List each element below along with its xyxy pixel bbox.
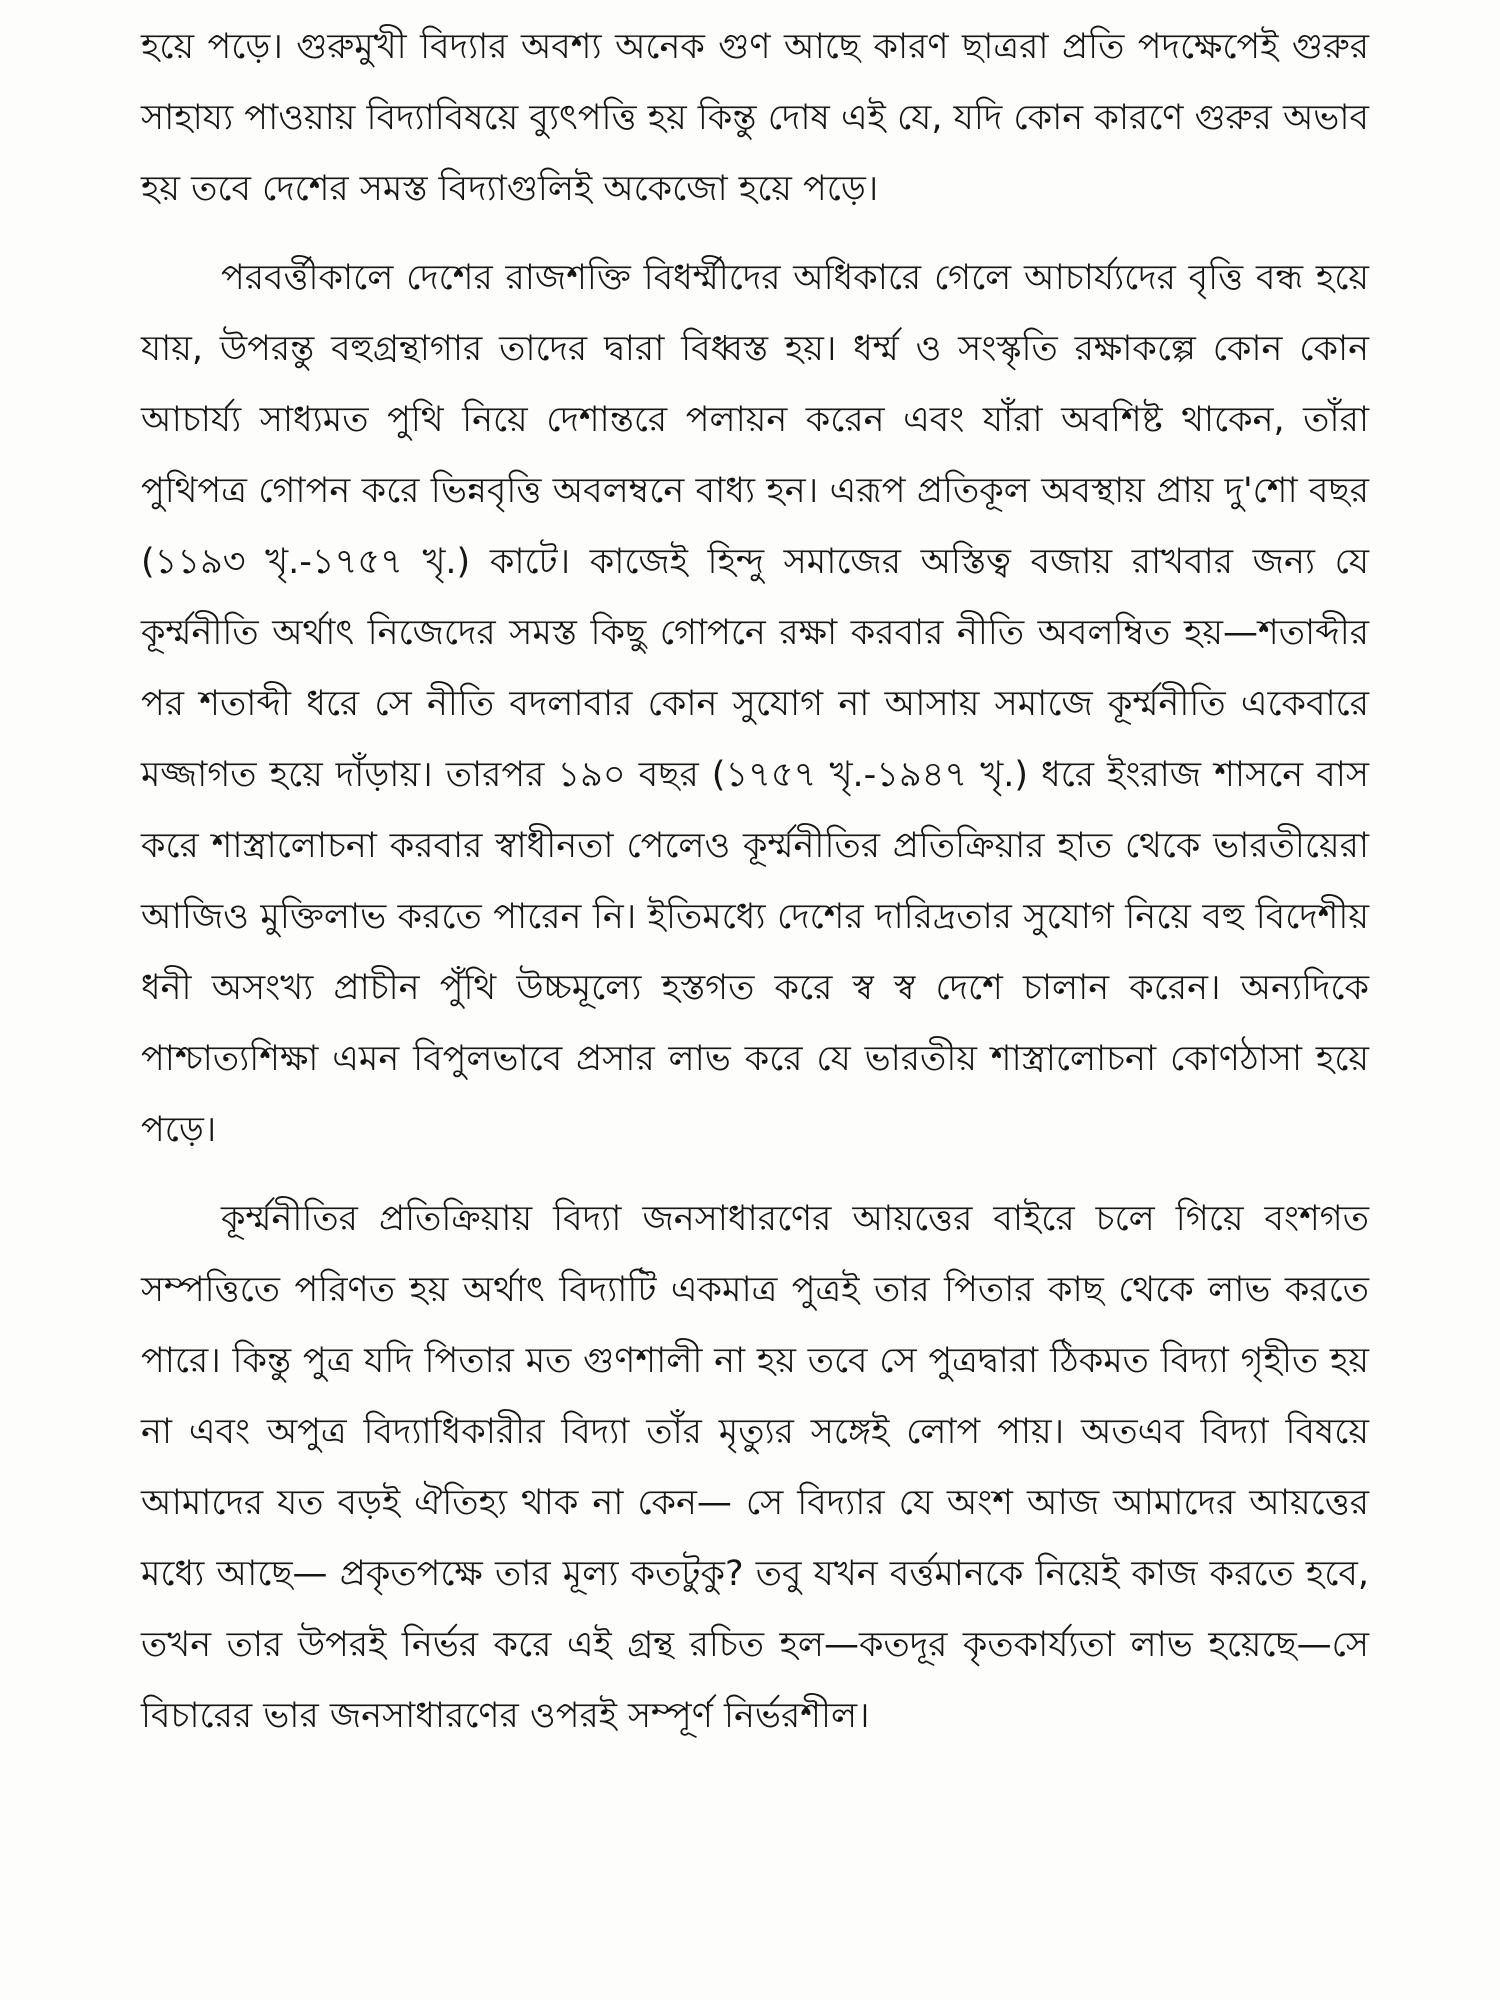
paragraph-1: হয়ে পড়ে। গুরুমুখী বিদ্যার অবশ্য অনেক গুণ আছে কারণ ছাত্ররা প্রতি পদক্ষেপেই গুরুর সাহায্য পাওয়ায় বিদ্যাবিষয়ে ব্যুৎপত্তি হয় কিন্তু দোষ এই যে, যদি কোন কারণে গুরুর অভাব হয় তবে দেশের সমস্ত বিদ্যাগুলিই অকেজো হয়ে পড়ে। [141, 27, 1369, 209]
paragraph-3: কূর্ম্মনীতির প্রতিক্রিয়ায় বিদ্যা জনসাধারণের আয়ত্তের বাইরে চলে গিয়ে বংশগত সম্পত্তিতে পরিণত হয় অর্থাৎ বিদ্যাটি একমাত্র পুত্রই তার পিতার কাছ থেকে লাভ করতে পারে। কিন্তু পুত্র যদি পিতার মত গুণশালী না হয় তবে সে পুত্রদ্বারা ঠিকমত বিদ্যা গৃহীত হয় না এবং অপুত্র বিদ্যাধিকারীর বিদ্যা তাঁর মৃত্যুর সঙ্গেই লোপ পায়। অতএব বিদ্যা বিষয়ে আমাদের যত বড়ই ঐতিহ্য থাক না কেন— সে বিদ্যার যে অংশ আজ আমাদের আয়ত্তের মধ্যে আছে— প্রকৃতপক্ষে তার মূল্য কতটুকু? তবু যখন বর্ত্তমানকে নিয়েই কাজ করতে হবে, তখন তার উপরই নির্ভর করে এই গ্রন্থ রচিত হল—কতদূর কৃতকার্য্যতা লাভ হয়েছে—সে বিচারের ভার জনসাধারণের ওপরই সম্পূর্ণ নির্ভরশীল। [141, 1199, 1369, 1736]
paragraph-2: পরবর্ত্তীকালে দেশের রাজশক্তি বিধর্ম্মীদের অধিকারে গেলে আচার্য্যদের বৃত্তি বন্ধ হয়ে যায়, উপরন্তু বহুগ্রন্থাগার তাদের দ্বারা বিধ্বস্ত হয়। ধর্ম্ম ও সংস্কৃতি রক্ষাকল্পে কোন কোন আচার্য্য সাধ্যমত পুথি নিয়ে দেশান্তরে পলায়ন করেন এবং যাঁরা অবশিষ্ট থাকেন, তাঁরা পুথিপত্র গোপন করে ভিন্নবৃত্তি অবলম্বনে বাধ্য হন। এরূপ প্রতিকূল অবস্থায় প্রায় দু'শো বছর (১১৯৩ খৃ.-১৭৫৭ খৃ.) কাটে। কাজেই হিন্দু সমাজের অস্তিত্ব বজায় রাখবার জন্য যে কূর্ম্মনীতি অর্থাৎ নিজেদের সমস্ত কিছু গোপনে রক্ষা করবার নীতি অবলম্বিত হয়—শতাব্দীর পর শতাব্দী ধরে সে নীতি বদলাবার কোন সুযোগ না আসায় সমাজে কূর্ম্মনীতি একেবারে মজ্জাগত হয়ে দাঁড়ায়। তারপর ১৯০ বছর (১৭৫৭ খৃ.-১৯৪৭ খৃ.) ধরে ইংরাজ শাসনে বাস করে শাস্ত্রালোচনা করবার স্বাধীনতা পেলেও কূর্ম্মনীতির প্রতিক্রিয়ার হাত থেকে ভারতীয়েরা আজিও মুক্তিলাভ করতে পারেন নি। ইতিমধ্যে দেশের দারিদ্রতার সুযোগ নিয়ে বহু বিদেশীয় ধনী অসংখ্য প্রাচীন পুঁথি উচ্চমূল্যে হস্তগত করে স্ব স্ব দেশে চালান করেন। অন্যদিকে পাশ্চাত্যশিক্ষা এমন বিপুলভাবে প্রসার লাভ করে যে ভারতীয় শাস্ত্রালোচনা কোণঠাসা হয়ে পড়ে। [141, 258, 1369, 1150]
page-text [141, 12, 1369, 1752]
